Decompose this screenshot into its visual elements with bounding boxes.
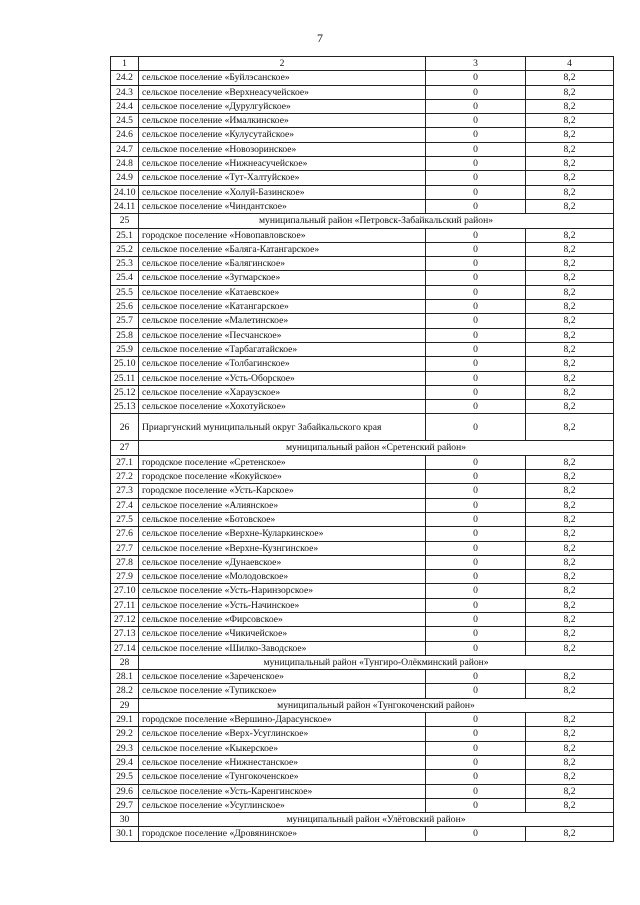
row-number: 24.2	[111, 71, 139, 85]
row-number: 29.2	[111, 727, 139, 741]
value-col-4: 8,2	[526, 185, 614, 199]
value-col-3: 0	[426, 541, 526, 555]
settlement-name: сельское поселение «Усть-Каренгинское»	[139, 784, 426, 798]
value-col-4: 8,2	[526, 527, 614, 541]
table-row	[111, 512, 614, 526]
settlement-name: сельское поселение «Катангарское»	[139, 300, 426, 314]
settlement-name: сельское поселение «Верхне-Кузнгинское»	[139, 541, 426, 555]
settlement-name: сельское поселение «Верх-Усуглинское»	[139, 727, 426, 741]
table-row	[111, 755, 614, 769]
row-number: 27.11	[111, 598, 139, 612]
value-col-3: 0	[426, 798, 526, 812]
row-number: 27.7	[111, 541, 139, 555]
value-col-3: 0	[426, 171, 526, 185]
value-col-3: 0	[426, 727, 526, 741]
row-number: 27.5	[111, 512, 139, 526]
settlement-name: сельское поселение «Чиндантское»	[139, 199, 426, 213]
value-col-3: 0	[426, 784, 526, 798]
settlement-name: сельское поселение «Ималкинское»	[139, 114, 426, 128]
value-col-3: 0	[426, 684, 526, 698]
value-col-3: 0	[426, 498, 526, 512]
row-number: 28.2	[111, 684, 139, 698]
value-col-3: 0	[426, 257, 526, 271]
row-number: 27.8	[111, 555, 139, 569]
value-col-4: 8,2	[526, 541, 614, 555]
section-title: муниципальный район «Улётовский район»	[139, 813, 614, 827]
row-number: 27.9	[111, 570, 139, 584]
settlement-name: сельское поселение «Усть-Начинское»	[139, 598, 426, 612]
row-number: 24.10	[111, 185, 139, 199]
table-row	[111, 770, 614, 784]
row-number: 29.6	[111, 784, 139, 798]
table-row	[111, 400, 614, 414]
row-number: 24.11	[111, 199, 139, 213]
value-col-4: 8,2	[526, 727, 614, 741]
settlement-name: сельское поселение «Катаевское»	[139, 285, 426, 299]
row-number: 25.1	[111, 228, 139, 242]
table-row	[111, 228, 614, 242]
row-number: 25	[111, 214, 139, 228]
column-header-3: 3	[426, 57, 526, 71]
table-row	[111, 300, 614, 314]
row-number: 25.6	[111, 300, 139, 314]
value-col-4: 8,2	[526, 171, 614, 185]
value-col-4: 8,2	[526, 598, 614, 612]
row-number: 25.4	[111, 271, 139, 285]
column-header-1: 1	[111, 57, 139, 71]
settlement-name: сельское поселение «Фирсовское»	[139, 612, 426, 626]
row-number: 27.10	[111, 584, 139, 598]
row-number: 25.12	[111, 385, 139, 399]
value-col-4: 8,2	[526, 142, 614, 156]
table-row	[111, 470, 614, 484]
value-col-3: 0	[426, 242, 526, 256]
row-number: 25.2	[111, 242, 139, 256]
table-row	[111, 612, 614, 626]
settlement-name: сельское поселение «Буйлэсанское»	[139, 71, 426, 85]
settlement-name: сельское поселение «Тарбагатайское»	[139, 342, 426, 356]
table-row	[111, 171, 614, 185]
table-row	[111, 114, 614, 128]
table-body	[111, 71, 614, 841]
row-number: 25.9	[111, 342, 139, 356]
value-col-4: 8,2	[526, 199, 614, 213]
value-col-4: 8,2	[526, 512, 614, 526]
settlement-name: сельское поселение «Новозоринское»	[139, 142, 426, 156]
row-number: 27.6	[111, 527, 139, 541]
table-row	[111, 827, 614, 841]
table-row	[111, 727, 614, 741]
value-col-4: 8,2	[526, 342, 614, 356]
value-col-4: 8,2	[526, 612, 614, 626]
settlement-name: городское поселение «Новопавловское»	[139, 228, 426, 242]
value-col-3: 0	[426, 598, 526, 612]
table-row	[111, 385, 614, 399]
row-number: 27.3	[111, 484, 139, 498]
table-row	[111, 598, 614, 612]
settlement-name: Приаргунский муниципальный округ Забайкальского края	[139, 414, 426, 441]
table-row	[111, 314, 614, 328]
value-col-4: 8,2	[526, 827, 614, 841]
row-number: 27.13	[111, 627, 139, 641]
section-row	[111, 698, 614, 712]
table-row	[111, 527, 614, 541]
settlement-name: сельское поселение «Ботовское»	[139, 512, 426, 526]
section-title: муниципальный район «Петровск-Забайкальский район»	[139, 214, 614, 228]
table-row	[111, 798, 614, 812]
settlement-name: городское поселение «Кокуйское»	[139, 470, 426, 484]
value-col-4: 8,2	[526, 770, 614, 784]
value-col-4: 8,2	[526, 157, 614, 171]
table-row	[111, 357, 614, 371]
table-row	[111, 570, 614, 584]
value-col-4: 8,2	[526, 242, 614, 256]
value-col-4: 8,2	[526, 570, 614, 584]
value-col-4: 8,2	[526, 314, 614, 328]
page-number: 7	[317, 31, 323, 45]
value-col-4: 8,2	[526, 555, 614, 569]
section-row	[111, 655, 614, 669]
settlement-name: сельское поселение «Нижнестанское»	[139, 755, 426, 769]
settlement-name: сельское поселение «Песчанское»	[139, 328, 426, 342]
settlement-name: сельское поселение «Кыкерское»	[139, 741, 426, 755]
value-col-4: 8,2	[526, 114, 614, 128]
value-col-4: 8,2	[526, 271, 614, 285]
value-col-4: 8,2	[526, 627, 614, 641]
table-row	[111, 271, 614, 285]
value-col-4: 8,2	[526, 371, 614, 385]
row-number: 25.5	[111, 285, 139, 299]
value-col-4: 8,2	[526, 741, 614, 755]
value-col-4: 8,2	[526, 99, 614, 113]
table-row	[111, 157, 614, 171]
value-col-4: 8,2	[526, 670, 614, 684]
value-col-3: 0	[426, 612, 526, 626]
settlement-name: сельское поселение «Верхнеасучейское»	[139, 85, 426, 99]
settlement-name: сельское поселение «Усть-Оборское»	[139, 371, 426, 385]
value-col-3: 0	[426, 755, 526, 769]
value-col-3: 0	[426, 414, 526, 441]
settlement-name: сельское поселение «Тут-Халтуйское»	[139, 171, 426, 185]
settlement-name: сельское поселение «Малетинское»	[139, 314, 426, 328]
table-row	[111, 641, 614, 655]
settlement-name: сельское поселение «Зареченское»	[139, 670, 426, 684]
table-row	[111, 99, 614, 113]
row-number: 29.7	[111, 798, 139, 812]
value-col-3: 0	[426, 555, 526, 569]
value-col-3: 0	[426, 342, 526, 356]
column-header-4: 4	[526, 57, 614, 71]
value-col-3: 0	[426, 85, 526, 99]
table-row	[111, 414, 614, 441]
value-col-4: 8,2	[526, 257, 614, 271]
value-col-4: 8,2	[526, 285, 614, 299]
settlement-name: городское поселение «Усть-Карское»	[139, 484, 426, 498]
value-col-3: 0	[426, 527, 526, 541]
value-col-4: 8,2	[526, 300, 614, 314]
row-number: 30	[111, 813, 139, 827]
settlement-name: сельское поселение «Дунаевское»	[139, 555, 426, 569]
table-row	[111, 784, 614, 798]
settlement-name: городское поселение «Дровянинское»	[139, 827, 426, 841]
section-title: муниципальный район «Тунгиро-Олёкминский район»	[139, 655, 614, 669]
value-col-3: 0	[426, 228, 526, 242]
row-number: 25.13	[111, 400, 139, 414]
value-col-3: 0	[426, 285, 526, 299]
value-col-3: 0	[426, 455, 526, 469]
table-row	[111, 371, 614, 385]
value-col-3: 0	[426, 484, 526, 498]
row-number: 27.1	[111, 455, 139, 469]
table-row	[111, 484, 614, 498]
value-col-3: 0	[426, 512, 526, 526]
value-col-4: 8,2	[526, 713, 614, 727]
row-number: 25.7	[111, 314, 139, 328]
value-col-3: 0	[426, 128, 526, 142]
value-col-4: 8,2	[526, 385, 614, 399]
row-number: 24.3	[111, 85, 139, 99]
row-number: 29.5	[111, 770, 139, 784]
row-number: 24.8	[111, 157, 139, 171]
table-row	[111, 199, 614, 213]
row-number: 25.8	[111, 328, 139, 342]
row-number: 29.1	[111, 713, 139, 727]
settlement-name: сельское поселение «Баляга-Катангарское»	[139, 242, 426, 256]
row-number: 24.4	[111, 99, 139, 113]
value-col-3: 0	[426, 114, 526, 128]
value-col-3: 0	[426, 713, 526, 727]
table-row	[111, 541, 614, 555]
value-col-3: 0	[426, 741, 526, 755]
data-table	[110, 56, 614, 842]
row-number: 24.7	[111, 142, 139, 156]
settlement-name: сельское поселение «Кулусутайское»	[139, 128, 426, 142]
settlement-name: сельское поселение «Верхне-Куларкинское»	[139, 527, 426, 541]
settlement-name: сельское поселение «Хохотуйское»	[139, 400, 426, 414]
value-col-4: 8,2	[526, 641, 614, 655]
settlement-name: сельское поселение «Толбагинское»	[139, 357, 426, 371]
section-title: муниципальный район «Тунгокоченский район»	[139, 698, 614, 712]
row-number: 27.14	[111, 641, 139, 655]
settlement-name: сельское поселение «Дурулгуйское»	[139, 99, 426, 113]
table-row	[111, 455, 614, 469]
table-row	[111, 71, 614, 85]
table-row	[111, 257, 614, 271]
row-number: 27.2	[111, 470, 139, 484]
value-col-4: 8,2	[526, 584, 614, 598]
value-col-3: 0	[426, 71, 526, 85]
settlement-name: городское поселение «Сретенское»	[139, 455, 426, 469]
value-col-4: 8,2	[526, 755, 614, 769]
value-col-3: 0	[426, 142, 526, 156]
value-col-3: 0	[426, 300, 526, 314]
settlement-name: сельское поселение «Тупикское»	[139, 684, 426, 698]
row-number: 24.9	[111, 171, 139, 185]
settlement-name: сельское поселение «Молодовское»	[139, 570, 426, 584]
table-row	[111, 285, 614, 299]
table-row	[111, 713, 614, 727]
settlement-name: городское поселение «Вершино-Дарасунское»	[139, 713, 426, 727]
value-col-4: 8,2	[526, 455, 614, 469]
value-col-3: 0	[426, 570, 526, 584]
value-col-3: 0	[426, 271, 526, 285]
row-number: 26	[111, 414, 139, 441]
value-col-3: 0	[426, 470, 526, 484]
value-col-4: 8,2	[526, 328, 614, 342]
value-col-3: 0	[426, 770, 526, 784]
settlement-name: сельское поселение «Чикичейское»	[139, 627, 426, 641]
value-col-3: 0	[426, 185, 526, 199]
value-col-4: 8,2	[526, 498, 614, 512]
settlement-name: сельское поселение «Алиянское»	[139, 498, 426, 512]
settlement-name: сельское поселение «Хараузское»	[139, 385, 426, 399]
table-row	[111, 498, 614, 512]
section-title: муниципальный район «Сретенский район»	[139, 441, 614, 455]
row-number: 30.1	[111, 827, 139, 841]
settlement-name: сельское поселение «Усть-Наринзорское»	[139, 584, 426, 598]
table-row	[111, 328, 614, 342]
section-row	[111, 441, 614, 455]
row-number: 29.3	[111, 741, 139, 755]
value-col-3: 0	[426, 199, 526, 213]
row-number: 25.11	[111, 371, 139, 385]
value-col-4: 8,2	[526, 128, 614, 142]
value-col-4: 8,2	[526, 784, 614, 798]
table-row	[111, 584, 614, 598]
value-col-3: 0	[426, 328, 526, 342]
value-col-3: 0	[426, 827, 526, 841]
table-row	[111, 342, 614, 356]
settlement-name: сельское поселение «Усуглинское»	[139, 798, 426, 812]
value-col-4: 8,2	[526, 414, 614, 441]
value-col-3: 0	[426, 371, 526, 385]
value-col-3: 0	[426, 627, 526, 641]
table-row	[111, 555, 614, 569]
row-number: 25.3	[111, 257, 139, 271]
value-col-3: 0	[426, 157, 526, 171]
table-row	[111, 142, 614, 156]
value-col-4: 8,2	[526, 684, 614, 698]
value-col-4: 8,2	[526, 85, 614, 99]
value-col-4: 8,2	[526, 400, 614, 414]
row-number: 27	[111, 441, 139, 455]
section-row	[111, 214, 614, 228]
settlement-name: сельское поселение «Шилко-Заводское»	[139, 641, 426, 655]
table-row	[111, 185, 614, 199]
row-number: 28	[111, 655, 139, 669]
row-number: 29	[111, 698, 139, 712]
value-col-3: 0	[426, 670, 526, 684]
section-row	[111, 813, 614, 827]
row-number: 27.4	[111, 498, 139, 512]
table-row	[111, 128, 614, 142]
table-row	[111, 670, 614, 684]
column-header-2: 2	[139, 57, 426, 71]
value-col-4: 8,2	[526, 228, 614, 242]
value-col-3: 0	[426, 314, 526, 328]
row-number: 24.5	[111, 114, 139, 128]
table-row	[111, 85, 614, 99]
value-col-4: 8,2	[526, 470, 614, 484]
table-row	[111, 684, 614, 698]
table-row	[111, 242, 614, 256]
table-row	[111, 627, 614, 641]
row-number: 25.10	[111, 357, 139, 371]
table-header-row	[111, 57, 614, 71]
value-col-4: 8,2	[526, 484, 614, 498]
row-number: 29.4	[111, 755, 139, 769]
row-number: 27.12	[111, 612, 139, 626]
value-col-4: 8,2	[526, 357, 614, 371]
settlement-name: сельское поселение «Нижнеасучейское»	[139, 157, 426, 171]
value-col-3: 0	[426, 357, 526, 371]
settlement-name: сельское поселение «Холуй-Базинское»	[139, 185, 426, 199]
settlement-name: сельское поселение «Зугмарское»	[139, 271, 426, 285]
value-col-3: 0	[426, 385, 526, 399]
value-col-3: 0	[426, 99, 526, 113]
table-row	[111, 741, 614, 755]
value-col-4: 8,2	[526, 798, 614, 812]
row-number: 24.6	[111, 128, 139, 142]
row-number: 28.1	[111, 670, 139, 684]
value-col-4: 8,2	[526, 71, 614, 85]
value-col-3: 0	[426, 400, 526, 414]
settlement-name: сельское поселение «Тунгокоченское»	[139, 770, 426, 784]
settlement-name: сельское поселение «Балягинское»	[139, 257, 426, 271]
value-col-3: 0	[426, 641, 526, 655]
value-col-3: 0	[426, 584, 526, 598]
